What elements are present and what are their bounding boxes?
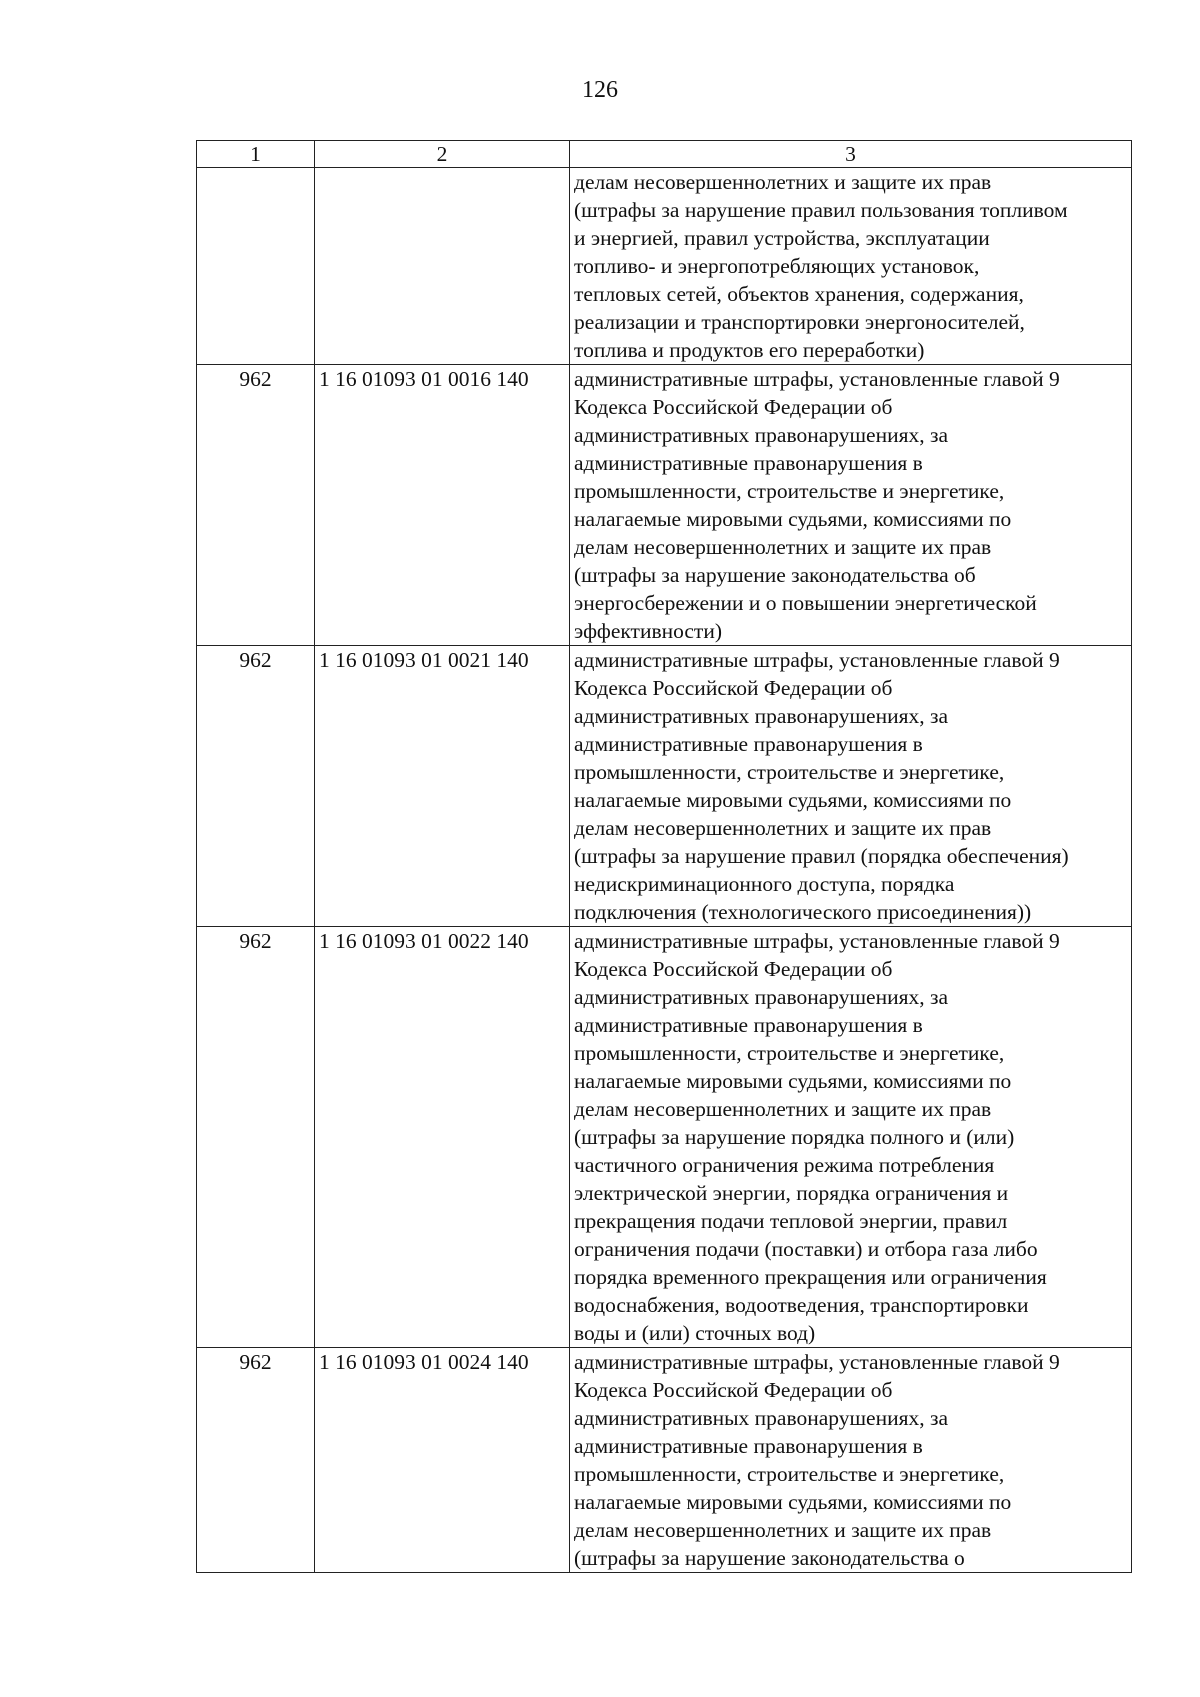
description-line: административные правонарушения в (574, 732, 923, 756)
description-line: Кодекса Российской Федерации об (574, 676, 893, 700)
page-number (0, 76, 1200, 104)
description-line: тепловых сетей, объектов хранения, содержания, (574, 282, 1024, 306)
description-cell (570, 646, 1132, 927)
description-line: порядка временного прекращения или ограничения (574, 1265, 1047, 1289)
description-line: административные штрафы, установленные главой 9 (574, 367, 1060, 391)
description-line: Кодекса Российской Федерации об (574, 395, 893, 419)
budget-classification-code-cell: 1 16 01093 01 0016 140 (315, 365, 570, 646)
column-header-1: 1 (197, 141, 315, 168)
description-line: промышленности, строительстве и энергетике, (574, 479, 1005, 503)
description-line: подключения (технологического присоединения)) (574, 900, 1032, 924)
description-line: административных правонарушениях, за (574, 423, 949, 447)
description-line: административные правонарушения в (574, 451, 923, 475)
table-row (197, 1348, 1132, 1573)
description-line: водоснабжения, водоотведения, транспортировки (574, 1293, 1029, 1317)
admin-code-cell: 962 (197, 365, 315, 646)
description-line: недискриминационного доступа, порядка (574, 872, 955, 896)
column-header-3: 3 (570, 141, 1132, 168)
description-line: налагаемые мировыми судьями, комиссиями по (574, 1069, 1012, 1093)
description-line: (штрафы за нарушение законодательства о (574, 1546, 965, 1570)
description-line: Кодекса Российской Федерации об (574, 1378, 893, 1402)
admin-code-cell (197, 168, 315, 365)
description-line: (штрафы за нарушение порядка полного и (или) (574, 1125, 1015, 1149)
table-row (197, 365, 1132, 646)
description-line: налагаемые мировыми судьями, комиссиями по (574, 507, 1012, 531)
description-line: административные правонарушения в (574, 1013, 923, 1037)
page-number-text: 126 (582, 77, 618, 103)
table-row (197, 927, 1132, 1348)
admin-code-cell: 962 (197, 1348, 315, 1573)
description-line: электрической энергии, порядка ограничения и (574, 1181, 1009, 1205)
description-line: промышленности, строительстве и энергетике, (574, 1041, 1005, 1065)
column-header-2: 2 (315, 141, 570, 168)
table-header-row (197, 141, 1132, 168)
table-row (197, 168, 1132, 365)
description-line: административные штрафы, установленные главой 9 (574, 929, 1060, 953)
description-cell (570, 168, 1132, 365)
description-line: ограничения подачи (поставки) и отбора газа либо (574, 1237, 1038, 1261)
admin-code-cell: 962 (197, 927, 315, 1348)
description-cell (570, 365, 1132, 646)
description-line: делам несовершеннолетних и защите их прав (574, 1097, 992, 1121)
description-line: топлива и продуктов его переработки) (574, 338, 925, 362)
description-line: (штрафы за нарушение правил (порядка обеспечения) (574, 844, 1069, 868)
description-line: административные правонарушения в (574, 1434, 923, 1458)
description-line: эффективности) (574, 619, 722, 643)
description-line: делам несовершеннолетних и защите их прав (574, 535, 992, 559)
table-body (197, 168, 1132, 1573)
description-line: административные штрафы, установленные главой 9 (574, 648, 1060, 672)
description-line: налагаемые мировыми судьями, комиссиями по (574, 788, 1012, 812)
budget-codes-table (196, 140, 1132, 1573)
table-header (197, 141, 1132, 168)
description-line: промышленности, строительстве и энергетике, (574, 760, 1005, 784)
description-line: воды и (или) сточных вод) (574, 1321, 816, 1345)
description-line: административные штрафы, установленные главой 9 (574, 1350, 1060, 1374)
budget-classification-code-cell (315, 168, 570, 365)
description-cell (570, 1348, 1132, 1573)
description-line: административных правонарушениях, за (574, 704, 949, 728)
table-row (197, 646, 1132, 927)
description-line: частичного ограничения режима потребления (574, 1153, 995, 1177)
description-line: делам несовершеннолетних и защите их прав (574, 1518, 992, 1542)
budget-classification-code-cell: 1 16 01093 01 0021 140 (315, 646, 570, 927)
description-line: реализации и транспортировки энергоносителей, (574, 310, 1025, 334)
description-cell (570, 927, 1132, 1348)
description-line: промышленности, строительстве и энергетике, (574, 1462, 1005, 1486)
description-line: административных правонарушениях, за (574, 1406, 949, 1430)
description-line: (штрафы за нарушение законодательства об (574, 563, 976, 587)
description-line: энергосбережении и о повышении энергетической (574, 591, 1037, 615)
description-line: делам несовершеннолетних и защите их прав (574, 816, 992, 840)
description-line: налагаемые мировыми судьями, комиссиями по (574, 1490, 1012, 1514)
description-line: делам несовершеннолетних и защите их прав (574, 170, 992, 194)
description-line: топливо- и энергопотребляющих установок, (574, 254, 980, 278)
budget-classification-code-cell: 1 16 01093 01 0022 140 (315, 927, 570, 1348)
description-line: административных правонарушениях, за (574, 985, 949, 1009)
description-line: Кодекса Российской Федерации об (574, 957, 893, 981)
budget-classification-code-cell: 1 16 01093 01 0024 140 (315, 1348, 570, 1573)
description-line: прекращения подачи тепловой энергии, правил (574, 1209, 1008, 1233)
admin-code-cell: 962 (197, 646, 315, 927)
description-line: (штрафы за нарушение правил пользования топливом (574, 198, 1068, 222)
description-line: и энергией, правил устройства, эксплуатации (574, 226, 990, 250)
